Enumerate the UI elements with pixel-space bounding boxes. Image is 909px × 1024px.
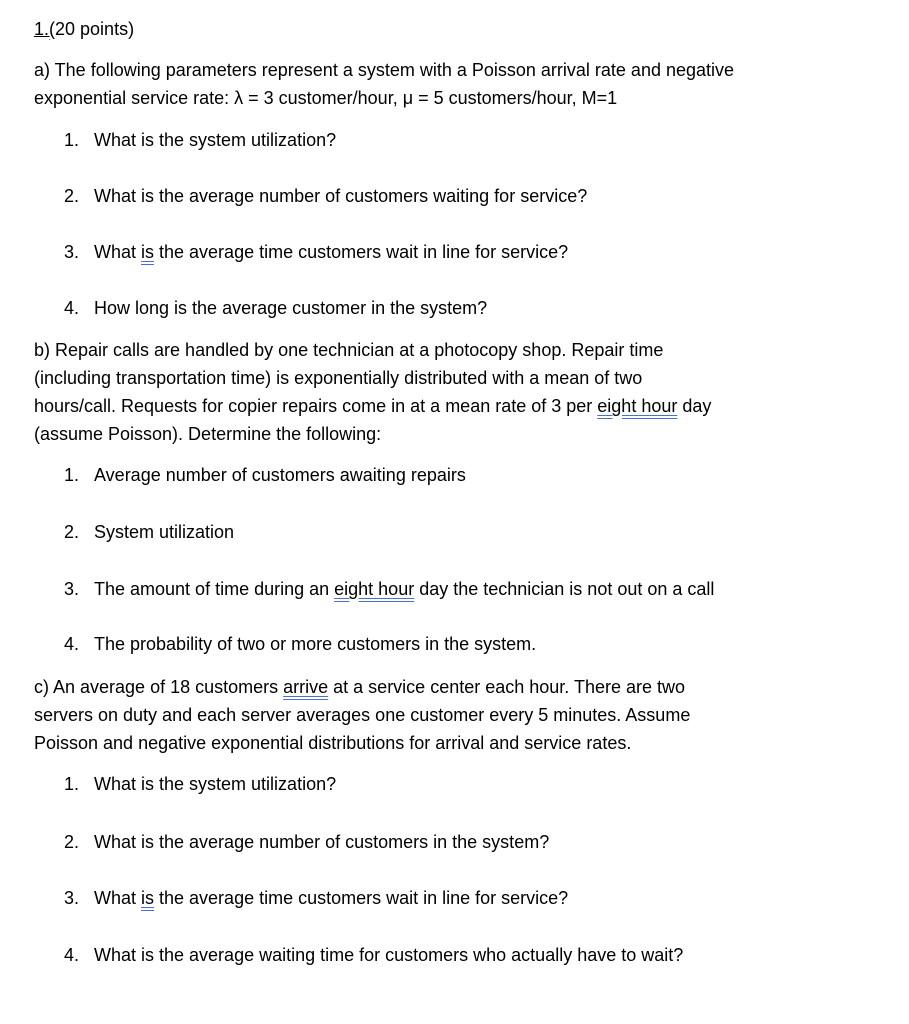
part-a-question-3: [64, 240, 568, 264]
grammar-flag-word: is: [141, 888, 155, 908]
part-b-line-2: (including transportation time) is exponentially distributed with a mean of two: [34, 368, 643, 388]
part-b-question-2: [64, 520, 234, 544]
question-text-post: the average time customers wait in line for service?: [154, 242, 569, 262]
question-text-pre: What: [94, 242, 142, 262]
question-number: 4.: [64, 634, 80, 654]
part-c-line-1-post: at a service center each hour. There are two: [328, 677, 686, 697]
grammar-flag-word: arrive: [283, 677, 329, 697]
question-text: The probability of two or more customers in the system.: [94, 634, 537, 654]
part-a-line-2: exponential service rate: λ = 3 customer/hour, μ = 5 customers/hour, M=1: [34, 88, 618, 108]
question-text: Average number of customers awaiting repairs: [94, 465, 466, 485]
question-text: What is the average number of customers waiting for service?: [94, 186, 588, 206]
part-c-question-1: [64, 772, 336, 796]
question-number: 1.: [64, 130, 80, 150]
question-text-post: day the technician is not out on a call: [414, 579, 715, 599]
problem-heading: [34, 17, 134, 41]
question-number: 2.: [64, 522, 80, 542]
part-b-line-4: (assume Poisson). Determine the following:: [34, 424, 382, 444]
question-number: 4.: [64, 298, 80, 318]
part-c-question-2: [64, 830, 549, 854]
points-label: 20 points): [55, 19, 135, 39]
question-number: 2.: [64, 832, 80, 852]
part-c-line-1: [34, 673, 884, 701]
question-number: 4.: [64, 945, 80, 965]
grammar-flag-word: is: [141, 242, 155, 262]
part-a-question-4: [64, 296, 487, 320]
part-c-question-3: [64, 886, 568, 910]
part-c-line-1-pre: c) An average of 18 customers: [34, 677, 284, 697]
part-b-intro: [34, 336, 884, 448]
part-b-line-1: b) Repair calls are handled by one technician at a photocopy shop. Repair time: [34, 340, 664, 360]
part-b-question-4: [64, 632, 536, 656]
question-text: System utilization: [94, 522, 235, 542]
question-number: 1.: [64, 465, 80, 485]
part-c-line-3: Poisson and negative exponential distributions for arrival and service rates.: [34, 733, 632, 753]
part-c-line-2: servers on duty and each server averages one customer every 5 minutes. Assume: [34, 705, 691, 725]
part-c-question-4: [64, 943, 683, 967]
question-text: How long is the average customer in the system?: [94, 298, 488, 318]
part-b-line-3: [34, 392, 884, 420]
question-text: What is the system utilization?: [94, 130, 337, 150]
question-text: What is the average number of customers in the system?: [94, 832, 550, 852]
question-text: What is the system utilization?: [94, 774, 337, 794]
question-number: 3.: [64, 579, 80, 599]
part-b-line-3-pre: hours/call. Requests for copier repairs come in at a mean rate of 3 per: [34, 396, 598, 416]
part-b-line-3-post: day: [677, 396, 712, 416]
question-text-post: the average time customers wait in line for service?: [154, 888, 569, 908]
question-text: What is the average waiting time for customers who actually have to wait?: [94, 945, 684, 965]
grammar-flag-phrase: eight hour: [334, 579, 415, 599]
question-text-pre: What: [94, 888, 142, 908]
question-number: 2.: [64, 186, 80, 206]
part-a-question-1: [64, 128, 336, 152]
problem-number: 1.: [34, 19, 50, 39]
part-a-intro: [34, 56, 884, 112]
question-number: 3.: [64, 242, 80, 262]
part-a-line-1: a) The following parameters represent a system with a Poisson arrival rate and negative: [34, 60, 735, 80]
part-b-question-1: [64, 463, 466, 487]
question-number: 3.: [64, 888, 80, 908]
part-a-question-2: [64, 184, 587, 208]
question-number: 1.: [64, 774, 80, 794]
question-text-pre: The amount of time during an: [94, 579, 335, 599]
grammar-flag-phrase: eight hour: [597, 396, 678, 416]
points-open: (: [49, 19, 56, 39]
part-c-intro: [34, 673, 884, 757]
part-b-question-3: [64, 577, 714, 601]
